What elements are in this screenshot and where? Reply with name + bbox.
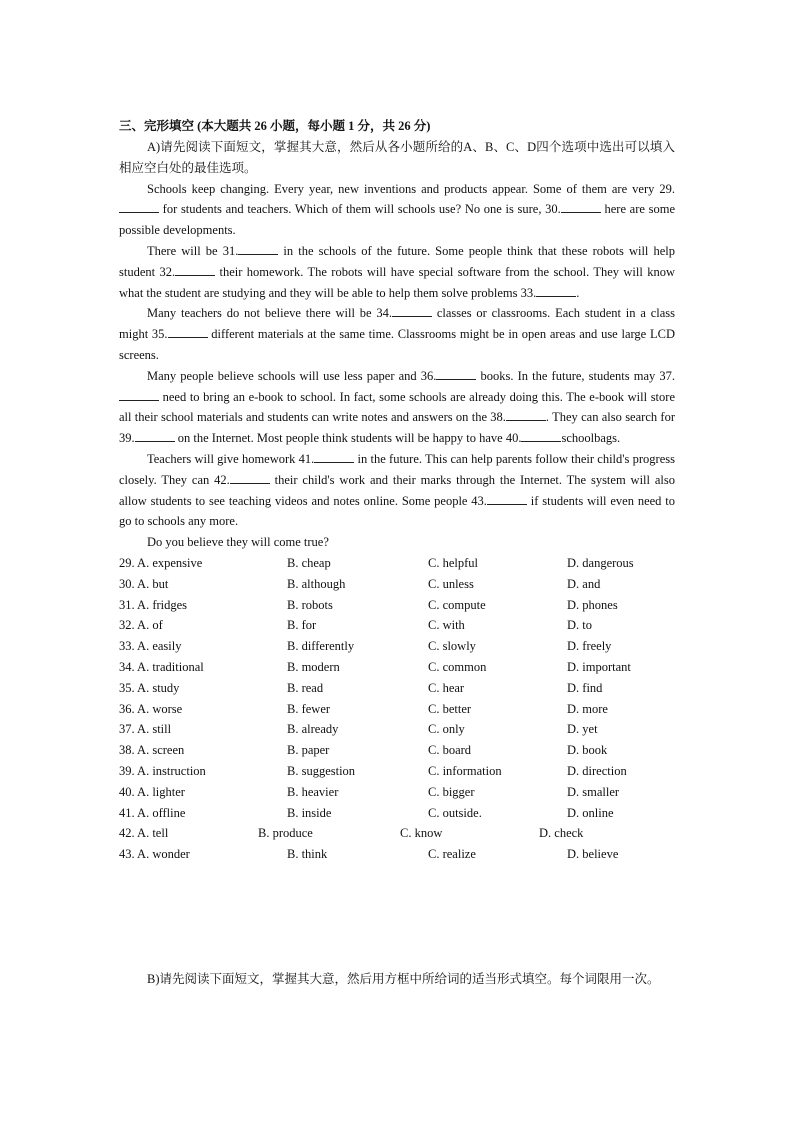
passage-paragraph: [119, 366, 675, 449]
option-c: C. know: [400, 826, 443, 841]
option-a: 41. A. offline: [119, 805, 186, 820]
passage-text: There will be 31.: [147, 243, 239, 258]
option-a: 34. A. traditional: [119, 659, 204, 674]
option-row: [119, 740, 675, 761]
option-a: 32. A. of: [119, 618, 163, 633]
passage-text: Schools keep changing. Every year, new inventions and products appear. Some of them are very 29.: [147, 181, 675, 196]
option-a: 38. A. screen: [119, 743, 185, 758]
passage-text: . They can also search for 39.: [119, 410, 675, 446]
option-d: D. important: [567, 659, 631, 674]
option-c: C. outside.: [428, 805, 482, 820]
option-a: 39. A. instruction: [119, 763, 206, 778]
passage-text: Teachers will give homework 41.: [147, 451, 315, 466]
option-a: 35. A. study: [119, 680, 180, 695]
option-b: B. heavier: [287, 784, 339, 799]
options-list: [119, 553, 675, 865]
option-d: D. more: [567, 701, 608, 716]
passage-paragraph: [119, 241, 675, 303]
passage-text: classes or classrooms. Each student in a class might 35.: [119, 306, 675, 342]
answer-blank: [561, 200, 601, 213]
option-d: D. smaller: [567, 784, 620, 799]
option-b: B. differently: [287, 639, 355, 654]
option-row: [119, 761, 675, 782]
option-d: D. dangerous: [567, 555, 634, 570]
part-b-instruction: B)请先阅读下面短文，掌握其大意，然后用方框中所给词的适当形式填空。每个词限用一次。: [147, 972, 660, 986]
option-d: D. find: [567, 680, 603, 695]
option-a: 37. A. still: [119, 722, 172, 737]
answer-blank: [314, 450, 354, 463]
option-c: C. realize: [428, 847, 476, 862]
answer-blank: [238, 242, 278, 255]
option-row: [119, 844, 675, 865]
option-a: 43. A. wonder: [119, 847, 190, 862]
answer-blank: [436, 367, 476, 380]
answer-blank: [119, 200, 159, 213]
option-d: D. to: [567, 618, 592, 633]
answer-blank: [168, 325, 208, 338]
answer-blank: [506, 408, 546, 421]
option-c: C. with: [428, 618, 465, 633]
option-d: D. check: [539, 826, 584, 841]
answer-blank: [119, 388, 159, 401]
passage-text: different materials at the same time. Classrooms might be in open areas and use large LCD screens.: [119, 327, 675, 362]
option-c: C. unless: [428, 576, 474, 591]
passage-text: in the future. This can help parents follow their child's progress closely. They can 42.: [119, 451, 675, 487]
passage-paragraph: [119, 179, 675, 241]
passage-text: .: [576, 285, 580, 300]
passage-text: Many teachers do not believe there will be 34.: [147, 306, 393, 321]
passage-text: on the Internet. Most people think students will be happy to have 40.: [174, 431, 522, 446]
option-c: C. bigger: [428, 784, 475, 799]
option-d: D. phones: [567, 597, 618, 612]
option-c: C. common: [428, 659, 487, 674]
option-row: [119, 823, 675, 844]
option-d: D. book: [567, 743, 608, 758]
passage-paragraph: [119, 303, 675, 365]
option-a: 42. A. tell: [119, 826, 169, 841]
option-row: [119, 782, 675, 803]
option-c: C. only: [428, 722, 465, 737]
option-b: B. robots: [287, 597, 333, 612]
option-row: [119, 595, 675, 616]
option-b: B. suggestion: [287, 763, 356, 778]
option-b: B. cheap: [287, 555, 331, 570]
option-b: B. fewer: [287, 701, 331, 716]
answer-blank: [521, 429, 561, 442]
option-b: B. think: [287, 847, 328, 862]
option-a: 33. A. easily: [119, 639, 182, 654]
passage-text: if students will even need to go to schools any more.: [119, 493, 675, 529]
option-a: 29. A. expensive: [119, 555, 203, 570]
option-a: 36. A. worse: [119, 701, 183, 716]
option-row: [119, 803, 675, 824]
answer-blank: [536, 284, 576, 297]
option-b: B. although: [287, 576, 346, 591]
option-b: B. inside: [287, 805, 332, 820]
option-d: D. freely: [567, 639, 612, 654]
passage-text: their child's work and their marks through the Internet. The system will also allow students to see teaching videos and notes online. Some people 43.: [119, 472, 676, 508]
option-b: B. for: [287, 618, 317, 633]
passage-text: here are some possible developments.: [119, 202, 675, 238]
option-a: 40. A. lighter: [119, 784, 185, 799]
part-a-instruction: A)请先阅读下面短文，掌握其大意，然后从各小题所给的A、B、C、D四个选项中选出可以填入相应空白处的最佳选项。: [119, 140, 675, 175]
passage-text: books. In the future, students may 37.: [476, 368, 675, 383]
option-d: D. online: [567, 805, 614, 820]
closing-question: Do you believe they will come true?: [147, 535, 329, 550]
option-row: [119, 678, 675, 699]
option-c: C. hear: [428, 680, 465, 695]
option-a: 30. A. but: [119, 576, 169, 591]
option-c: C. better: [428, 701, 472, 716]
passage: [119, 179, 675, 533]
passage-text: in the schools of the future. Some people think that these robots will help student 32.: [119, 243, 676, 279]
option-c: C. board: [428, 743, 472, 758]
option-b: B. already: [287, 722, 339, 737]
option-a: 31. A. fridges: [119, 597, 188, 612]
passage-text: their homework. The robots will have special software from the school. They will know what the student are studying and they will be able to help them solve problems 33.: [119, 264, 675, 300]
section-title: 三、完形填空 (本大题共 26 小题，每小题 1 分，共 26 分): [119, 119, 431, 133]
passage-text: schoolbags.: [561, 431, 621, 446]
option-d: D. and: [567, 576, 601, 591]
option-row: [119, 553, 675, 574]
option-c: C. compute: [428, 597, 486, 612]
answer-blank: [487, 492, 527, 505]
option-b: B. paper: [287, 743, 330, 758]
passage-text: Many people believe schools will use less paper and 36.: [147, 368, 437, 383]
option-d: D. believe: [567, 847, 619, 862]
option-row: [119, 636, 675, 657]
option-row: [119, 719, 675, 740]
option-c: C. slowly: [428, 639, 476, 654]
passage-text: need to bring an e-book to school. In fact, some schools are already doing this. The e-book will store all their school materials and students can write notes and answers on the 38.: [119, 389, 675, 425]
option-b: B. produce: [258, 826, 313, 841]
option-b: B. modern: [287, 659, 340, 674]
option-d: D. yet: [567, 722, 598, 737]
answer-blank: [135, 429, 175, 442]
option-row: [119, 574, 675, 595]
option-row: [119, 615, 675, 636]
passage-paragraph: [119, 449, 675, 532]
passage-text: for students and teachers. Which of them will schools use? No one is sure, 30.: [159, 202, 561, 217]
option-d: D. direction: [567, 763, 627, 778]
option-row: [119, 699, 675, 720]
answer-blank: [392, 304, 432, 317]
option-row: [119, 657, 675, 678]
option-b: B. read: [287, 680, 324, 695]
option-c: C. information: [428, 763, 502, 778]
option-c: C. helpful: [428, 555, 478, 570]
answer-blank: [230, 471, 270, 484]
answer-blank: [175, 263, 215, 276]
cloze-section: [119, 116, 675, 865]
